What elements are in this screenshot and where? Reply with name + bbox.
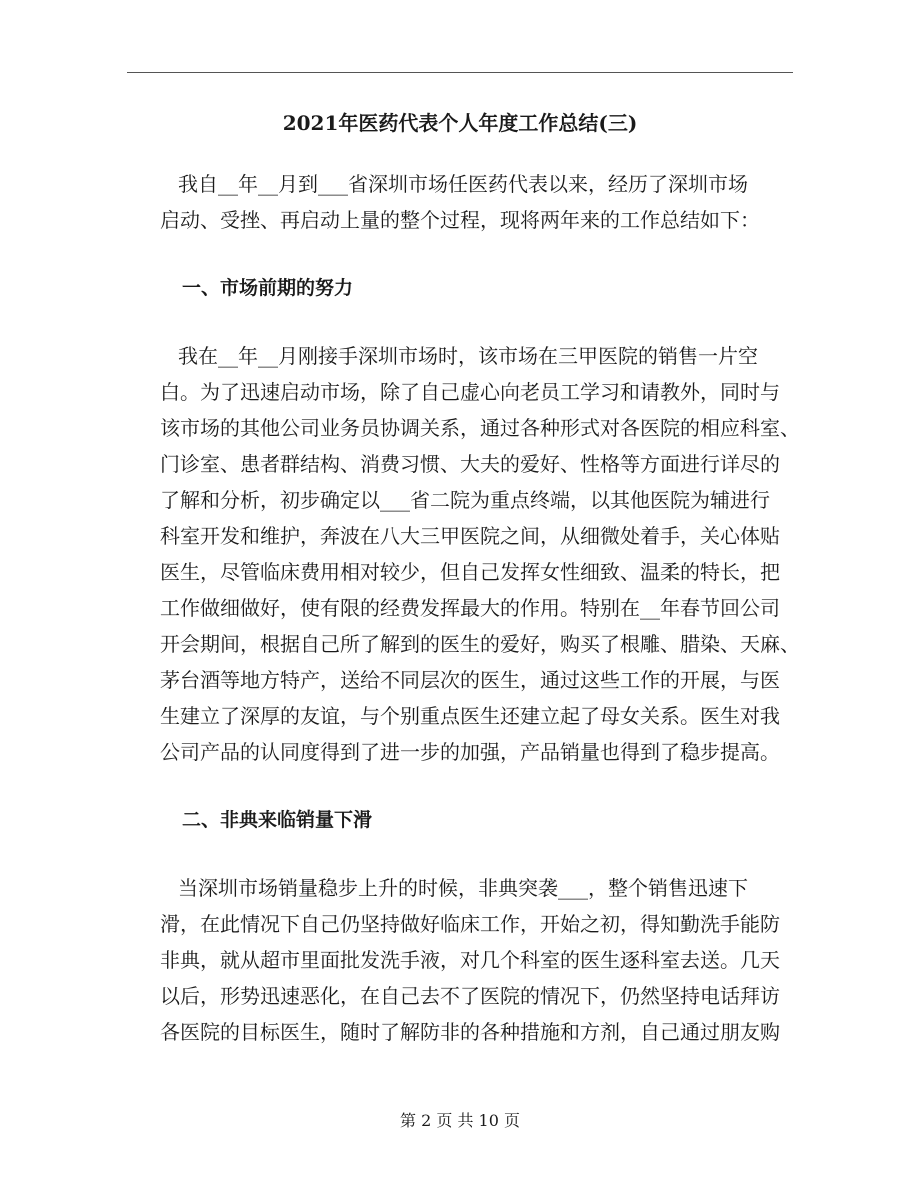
section-1-line: 工作做细做好，使有限的经费发挥最大的作用。特别在__年春节回公司	[160, 596, 780, 620]
section-1-line: 我在__年__月刚接手深圳市场时，该市场在三甲医院的销售一片空	[178, 344, 758, 368]
section-1-line: 茅台酒等地方特产，送给不同层次的医生，通过这些工作的开展，与医	[160, 668, 780, 692]
paragraph-gap	[160, 238, 800, 270]
section-2-line: 各医院的目标医生，随时了解防非的各种措施和方剂，自己通过朋友购	[160, 1020, 780, 1044]
section-1-line: 开会期间，根据自己所了解到的医生的爱好，购买了根雕、腊染、天麻、	[160, 632, 800, 656]
section-1-line: 生建立了深厚的友谊，与个别重点医生还建立起了母女关系。医生对我	[160, 704, 780, 728]
section-heading-1: 一、市场前期的努力	[182, 277, 354, 299]
section-2-line: 以后，形势迅速恶化，在自己去不了医院的情况下，仍然坚持电话拜访	[160, 984, 780, 1008]
section-2-line: 当深圳市场销量稳步上升的时候，非典突袭___，整个销售迅速下	[178, 876, 748, 900]
intro-line-1: 我自__年__月到___省深圳市场任医药代表以来，经历了深圳市场	[178, 172, 748, 196]
section-1-line: 科室开发和维护，奔波在八大三甲医院之间，从细微处着手，关心体贴	[160, 524, 780, 548]
header-rule	[127, 72, 793, 73]
section-1-line: 医生，尽管临床费用相对较少，但自己发挥女性细致、温柔的特长，把	[160, 560, 780, 584]
section-1-line: 该市场的其他公司业务员协调关系，通过各种形式对各医院的相应科室、	[160, 416, 800, 440]
section-1-line: 白。为了迅速启动市场，除了自己虚心向老员工学习和请教外，同时与	[160, 380, 780, 404]
section-1-line: 了解和分析，初步确定以___省二院为重点终端，以其他医院为辅进行	[160, 488, 770, 512]
document-body	[160, 166, 800, 1050]
document-title: 2021年医药代表个人年度工作总结(三)	[282, 111, 638, 135]
section-1-line: 公司产品的认同度得到了进一步的加强，产品销量也得到了稳步提高。	[160, 740, 780, 764]
page-number-footer: 第 2 页 共 10 页	[400, 1111, 520, 1130]
paragraph-gap	[160, 306, 800, 338]
paragraph-gap	[160, 838, 800, 870]
section-2-line: 非典，就从超市里面批发洗手液，对几个科室的医生逐科室去送。几天	[160, 948, 780, 972]
section-heading-2: 二、非典来临销量下滑	[182, 809, 373, 831]
intro-line-2: 启动、受挫、再启动上量的整个过程，现将两年来的工作总结如下：	[160, 208, 760, 232]
section-1-line: 门诊室、患者群结构、消费习惯、大夫的爱好、性格等方面进行详尽的	[160, 452, 780, 476]
section-2-line: 滑，在此情况下自己仍坚持做好临床工作，开始之初，得知勤洗手能防	[160, 912, 780, 936]
paragraph-gap	[160, 770, 800, 802]
